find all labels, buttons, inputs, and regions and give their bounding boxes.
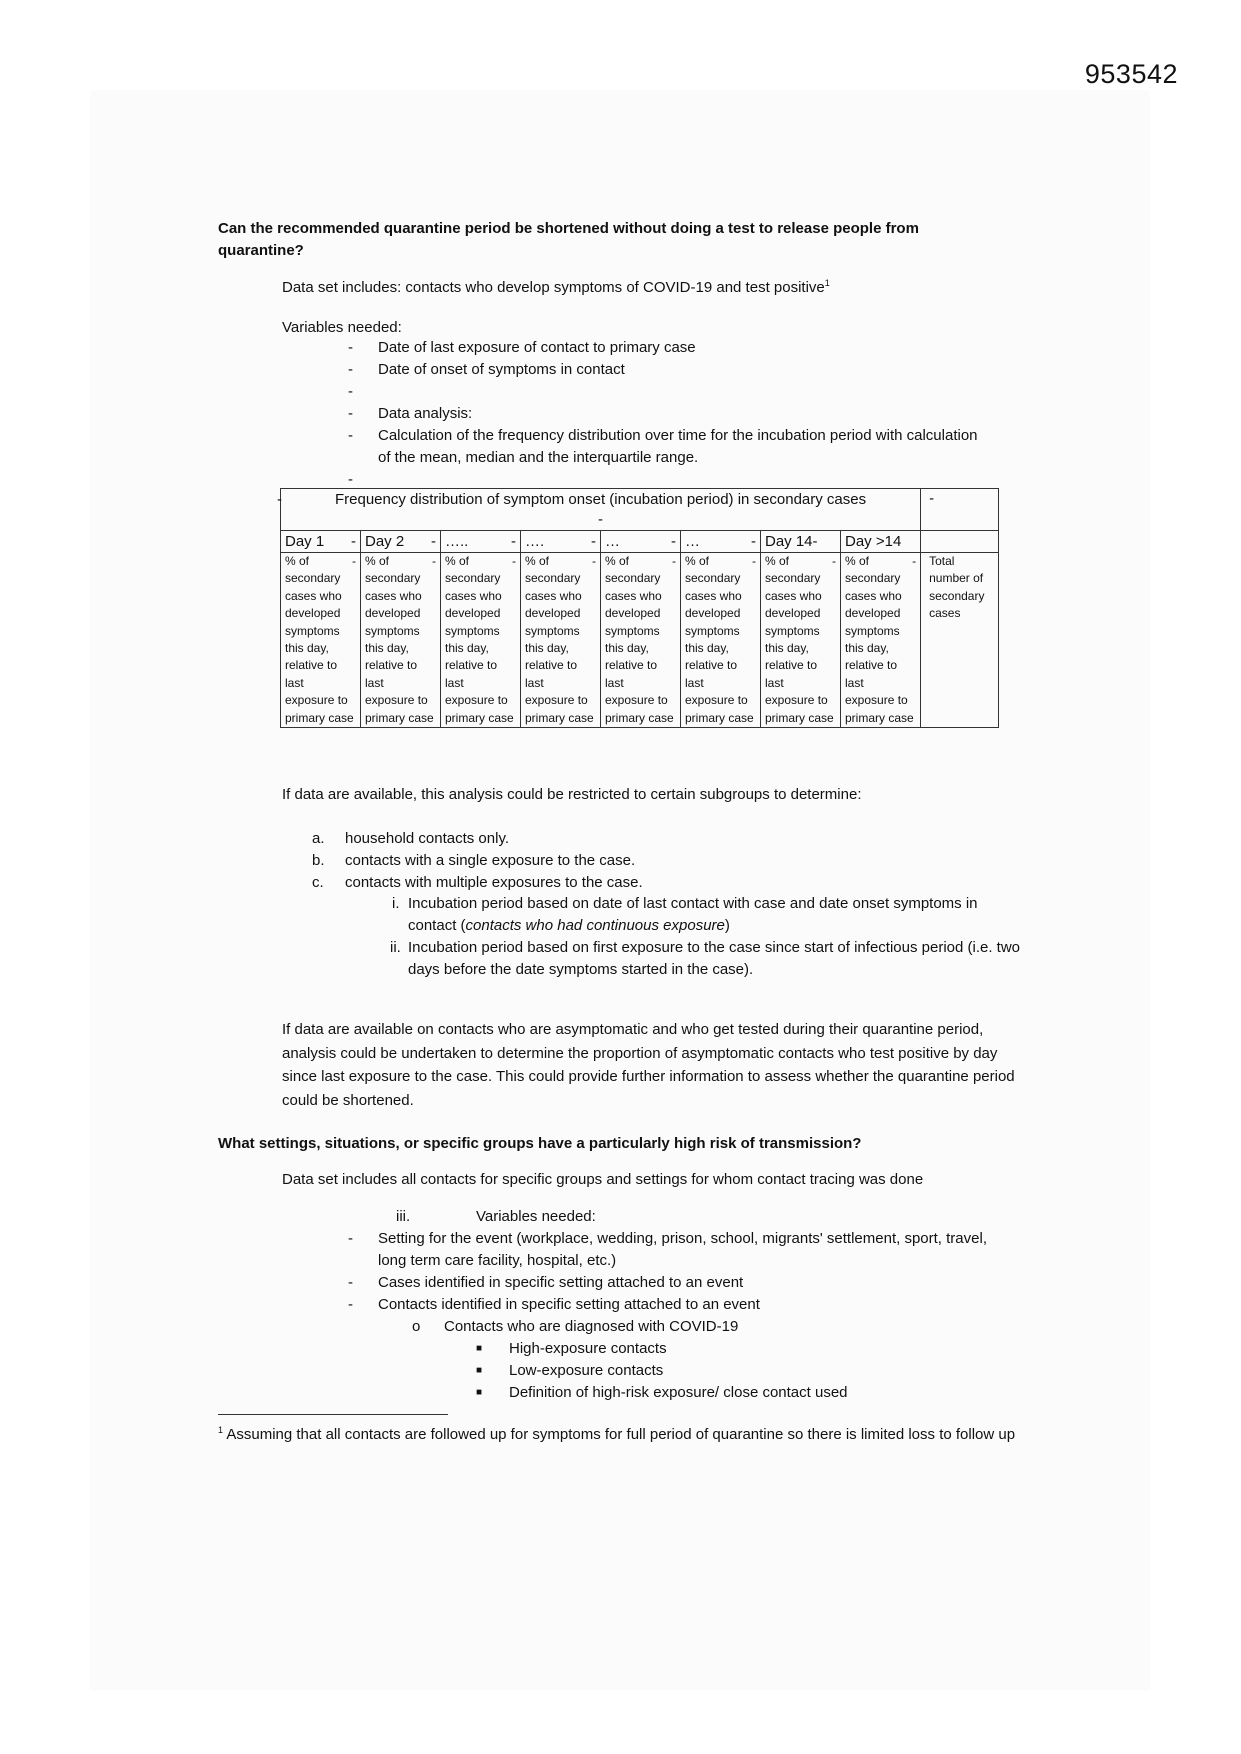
day-header: … - (601, 531, 681, 553)
list-item: i. Incubation period based on date of last contact with case and date onset symptoms in contact (contacts who had continuous exposure) (392, 895, 978, 934)
dash-bullet: - (348, 405, 353, 422)
list-item: ■ High-exposure contacts (476, 1338, 976, 1360)
incubation-criteria-list (392, 893, 1026, 981)
list-item: b. contacts with a single exposure to the case. (312, 852, 636, 869)
dash-bullet: - (348, 1274, 353, 1291)
subgroups-list (312, 828, 1012, 894)
list-item: ■ Definition of high-risk exposure/ close contact used (476, 1382, 976, 1404)
section2-variables-list (348, 1228, 1018, 1316)
section1-question: Can the recommended quarantine period be shortened without doing a test to release people from quarantine? (218, 220, 919, 259)
list-item: - Setting for the event (workplace, wedding, prison, school, migrants' settlement, sport, travel, long term care facility, hospital, etc.) (348, 1230, 987, 1269)
dash-bullet: - (348, 471, 353, 488)
list-item: - Date of onset of symptoms in contact (348, 359, 988, 381)
sub-item: Contacts who are diagnosed with COVID-19 (444, 1318, 739, 1335)
section2-question: What settings, situations, or specific groups have a particularly high risk of transmission? (218, 1135, 862, 1152)
table-title: Frequency distribution of symptom onset (incubation period) in secondary cases (335, 491, 867, 508)
section1-dataset-text: Data set includes: contacts who develop symptoms of COVID-19 and test positive (282, 279, 825, 296)
square-bullet: ■ (476, 1343, 483, 1354)
section2-variables-label: Variables needed: (476, 1208, 596, 1225)
day-header-row (281, 531, 999, 553)
dash-bullet: - (348, 1230, 353, 1247)
table-cell: % of - secondary cases who developed symptoms this day, relative to last exposure to primary case (601, 553, 681, 728)
day-header: ….. - (441, 531, 521, 553)
day-header: … - (681, 531, 761, 553)
day-header: Day >14 (841, 531, 921, 553)
footnote-ref: 1 (824, 278, 830, 288)
list-item: - Cases identified in specific setting attached to an event (348, 1272, 1018, 1294)
dash-bullet: - (348, 339, 353, 356)
list-item: c. contacts with multiple exposures to the case. (312, 874, 643, 891)
dash-bullet: - (348, 383, 353, 400)
footnote-text: Assuming that all contacts are followed up for symptoms for full period of quarantine so there is limited loss to follow up (226, 1426, 1016, 1443)
section1-dataset (282, 277, 1082, 299)
list-item: - Calculation of the frequency distribution over time for the incubation period with calculation of the mean, median and the interquartile range. (348, 427, 978, 466)
section1-variables-list (348, 337, 988, 491)
day-header: Day 14- (761, 531, 841, 553)
table-cell: % of - secondary cases who developed symptoms this day, relative to last exposure to primary case (521, 553, 601, 728)
table-cell: % of - secondary cases who developed symptoms this day, relative to last exposure to primary case (681, 553, 761, 728)
list-item: ii. Incubation period based on first exposure to the case since start of infectious period (i.e. two days before the date symptoms started in the case). (390, 939, 1021, 978)
table-cell: % of - secondary cases who developed symptoms this day, relative to last exposure to primary case (441, 553, 521, 728)
table-cell: % of - secondary cases who developed symptoms this day, relative to last exposure to primary case (761, 553, 841, 728)
total-cell: Total number of secondary cases (921, 553, 999, 728)
table-cell: % of - secondary cases who developed symptoms this day, relative to last exposure to primary case (281, 553, 361, 728)
description-row (281, 553, 999, 728)
footnote (218, 1424, 1038, 1446)
document-id: 953542 (1084, 59, 1178, 89)
table-title-dash: - (598, 511, 604, 528)
exposure-definitions-list (476, 1338, 976, 1404)
footnote-mark: 1 (218, 1425, 224, 1435)
section2-dataset: Data set includes all contacts for specific groups and settings for whom contact tracing was done (282, 1171, 924, 1188)
footnote-separator (218, 1414, 448, 1415)
table-cell: % of - secondary cases who developed symptoms this day, relative to last exposure to primary case (361, 553, 441, 728)
title-left-dash: - (277, 491, 282, 508)
dash-bullet: - (348, 427, 353, 444)
square-bullet: ■ (476, 1387, 483, 1398)
subgroups-intro: If data are available, this analysis could be restricted to certain subgroups to determine: (282, 786, 862, 803)
asymptomatic-paragraph: If data are available on contacts who are asymptomatic and who get tested during their quarantine period, analysis could be undertaken to determine the proportion of asymptomatic contacts who test positive by day since last exposure to the case. This could provide further information to assess whether the quarantine period could be shortened. (282, 1021, 1015, 1109)
table-cell: % of - secondary cases who developed symptoms this day, relative to last exposure to primary case (841, 553, 921, 728)
day-header: Day 1 - (281, 531, 361, 553)
list-item: - Contacts identified in specific setting attached to an event (348, 1294, 1018, 1316)
list-item (348, 381, 988, 403)
sub-item-bullet: o (412, 1318, 421, 1335)
square-bullet: ■ (476, 1365, 483, 1376)
list-item: ■ Low-exposure contacts (476, 1360, 976, 1382)
dash-bullet: - (348, 361, 353, 378)
frequency-table (277, 488, 999, 728)
day-header: Day 2 - (361, 531, 441, 553)
table-title-cell (277, 489, 921, 531)
list-item: - Data analysis: (348, 403, 988, 425)
list-item: a. household contacts only. (312, 830, 509, 847)
day-header-empty (921, 531, 999, 553)
section1-variables-label: Variables needed: (282, 319, 402, 336)
dash-bullet: - (348, 1296, 353, 1313)
day-header: …. - (521, 531, 601, 553)
table-corner-cell: - (921, 489, 999, 531)
list-item: - Date of last exposure of contact to primary case (348, 337, 988, 359)
section2-roman-mark: iii. (396, 1208, 411, 1225)
